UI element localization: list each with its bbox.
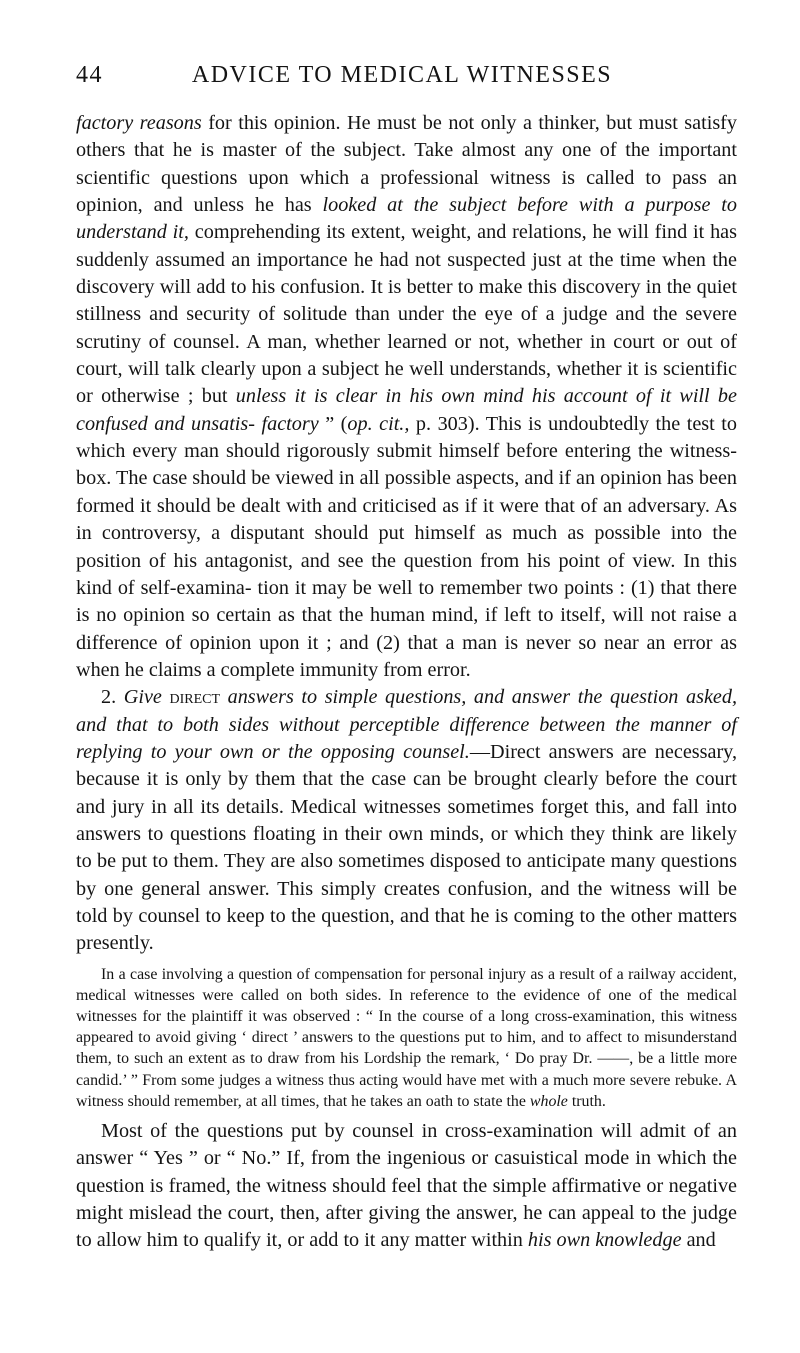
paragraph-1-italic-quote: unless it is clear in his own mind his account of it will be confused and unsatis- factory [76,385,737,435]
paragraph-2-heading-rest: answers to simple questions, and answer the question asked, and that to both sides without perceptible difference between the manner of replying to your own or the opposing counsel. [76,686,738,763]
paragraph-2 [76,684,737,957]
note-italic-whole: whole [529,1092,568,1110]
paragraph-1-text-d: p. 303). This is undoubtedly the test to which every man should rigorously submit himself before entering the witness-box. The case should be viewed in all possible aspects, and if an opinion has been formed it should be dealt with and criticised as if it were that of an adversary. As in controversy, a disputant should put himself as much as possible into the position of his antagonist, and see the question from his point of view. In this kind of self-examina- tion it may be well to remember two points : (1) that there is no opinion so certain as that the human mind, if left to itself, will not raise a difference of opinion upon it ; and (2) that a man is never so near an error as when he claims a complete immunity from error. [76,412,737,681]
paragraph-1-italic-continuation: factory reasons [76,112,202,134]
paragraph-3-text: Most of the questions put by counsel in cross-examination will admit of an answer “ Yes ” or “ No.” If, from the ingenious or casuistical mode in which the question is framed, the witness should feel that the simple affirmative or negative might mislead the court, then, after giving the answer, he can appeal to the judge to allow him to qualify it, or add to it any matter within [76,1120,737,1252]
paragraph-1 [76,110,737,684]
paragraph-1-text-c: ” ( [318,412,348,435]
paragraph-1-text-b: comprehending its extent, weight, and relations, he will find it has suddenly assumed an importance he had not suspected just at the time when the discovery will add to his confusion. It is better to make this discovery in the quiet stillness and security of solitude than under the eye of a judge and the severe scrutiny of counsel. A man, whether learned or not, whether in court or out of court, will talk clearly upon a subject he well understands, whether it is scientific or otherwise ; but [76,221,737,408]
running-title: ADVICE TO MEDICAL WITNESSES [191,62,613,88]
note-text-end: truth. [567,1092,606,1110]
paragraph-2-number: 2. [101,686,124,709]
note-text: In a case involving a question of compensation for personal injury as a result of a railway accident, medical witnesses were called on both sides. In reference to the evidence of one of the medical witnesses for the plaintiff it was observed : “ In the course of a long cross-examination, this witness appeared to avoid giving ‘ direct ’ answers to the questions put to him, and to affect to misunderstand them, to such an extent as to draw from his Lordship the remark, ‘ Do pray Dr. ——, be a little more candid.’ ” From some judges a witness thus acting would have met with a much more severe rebuke. A witness should remember, at all times, that he takes an oath to state the [76,965,737,1110]
small-print-note [76,964,737,1112]
paragraph-2-heading-start: Give [123,686,162,709]
running-head [76,58,728,92]
page-number: 44 [76,62,103,88]
page-body [76,110,737,1255]
paragraph-3-italic: his own knowledge [527,1229,682,1252]
paragraph-1-citation: op. cit., [347,412,410,435]
paragraph-2-text: —Direct answers are necessary, because it is only by them that the case can be brought clearly before the court and jury in all its details. Medical witnesses sometimes forget this, and fall into answers to questions floating in their own minds, or which they think are likely to be put to them. They are also sometimes disposed to anticipate many questions by one general answer. This simply creates confusion, and the witness will be told by counsel to keep to the question, and that he is coming to the other matters presently. [76,740,737,955]
paragraph-1-italic-purpose: looked at the subject before with a purpose to understand it, [76,194,737,244]
paragraph-2-heading-direct: direct [161,686,221,709]
paragraph-1-text-a: for this opinion. He must be not only a thinker, but must satisfy others that he is master of the subject. Take almost any one of the important scientific questions upon which a professional witness is called to pass an opinion, and unless he has [76,112,737,217]
paragraph-3-text-end: and [681,1229,716,1252]
paragraph-3 [76,1118,737,1255]
